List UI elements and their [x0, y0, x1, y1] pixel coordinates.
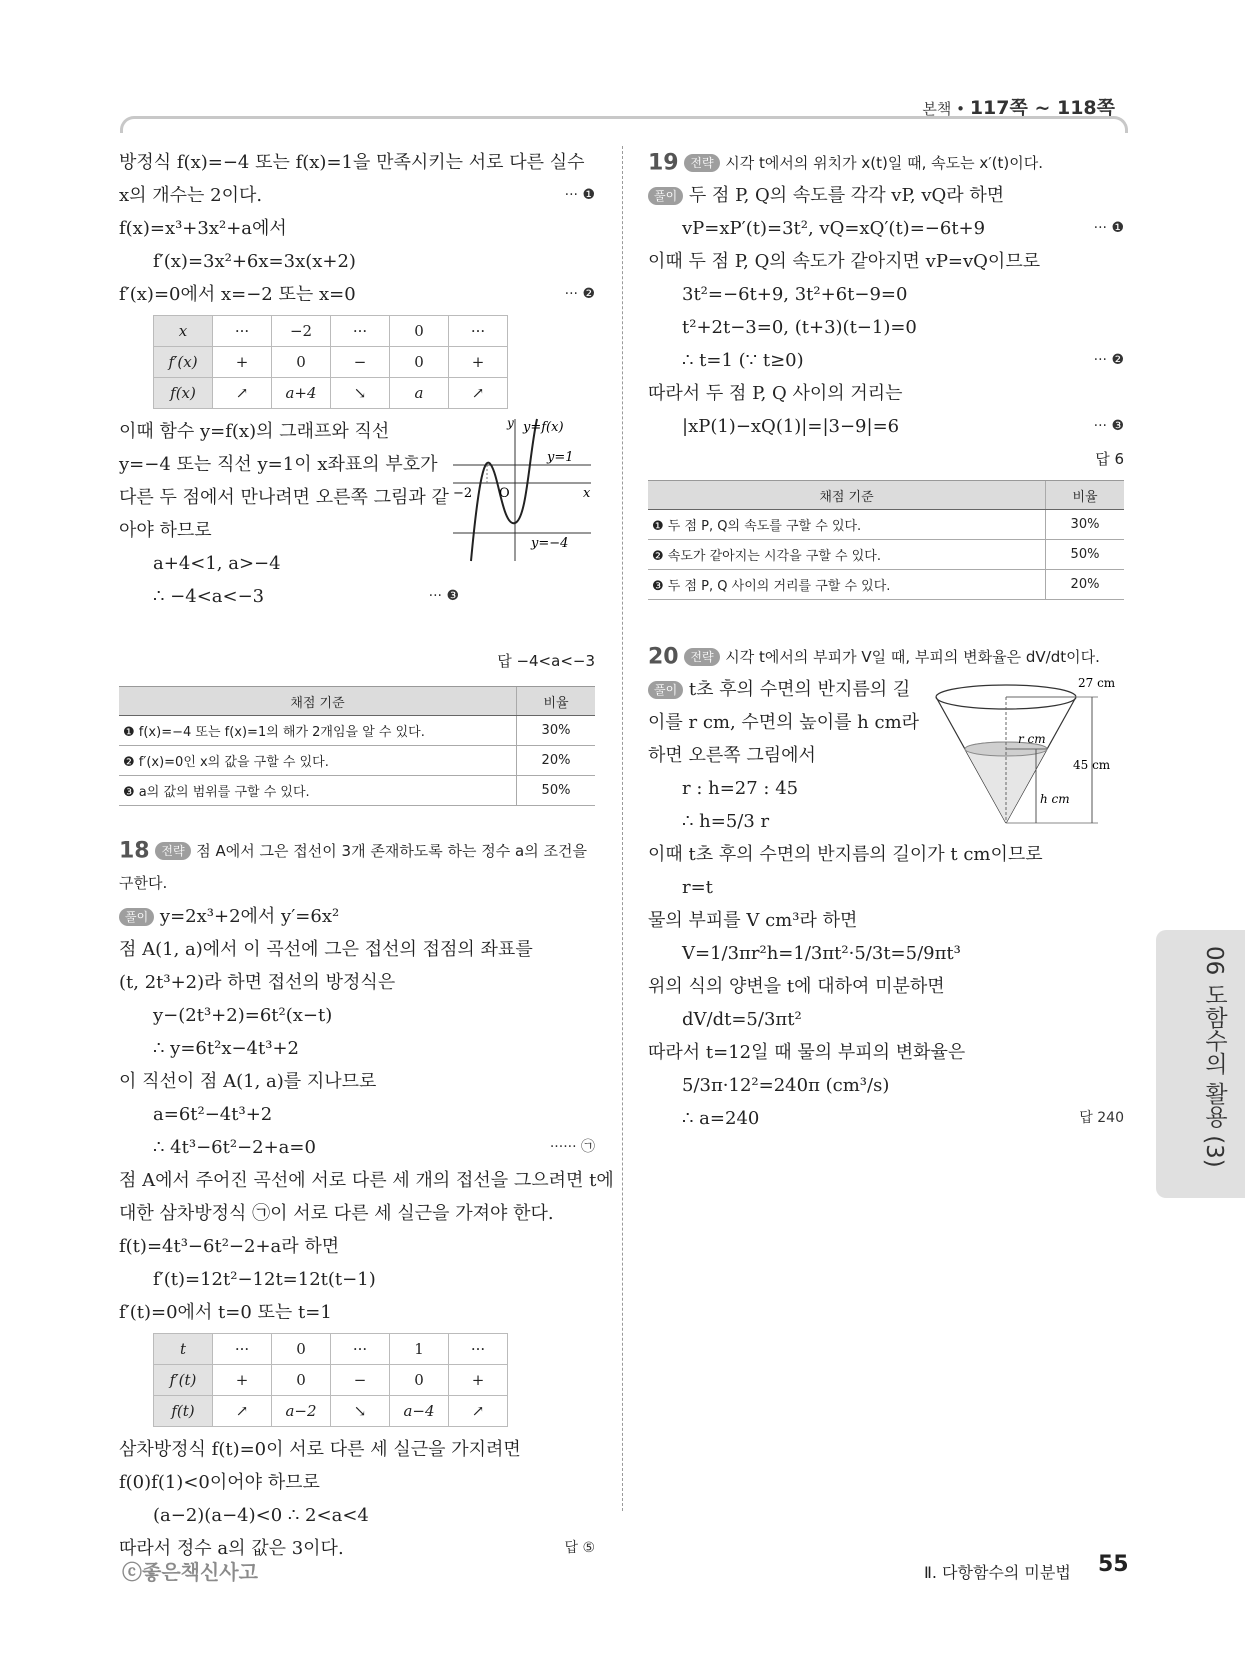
score-criterion: ❸ 두 점 P, Q 사이의 거리를 구할 수 있다.	[648, 570, 1046, 600]
math-line-text: 삼차방정식 f(t)=0이 서로 다른 세 실근을 가지려면	[119, 1439, 521, 1460]
math-line-text: f′(t)=0에서 t=0 또는 t=1	[119, 1302, 332, 1323]
math-line-text: (t, 2t³+2)라 하면 접선의 방정식은	[119, 972, 396, 993]
graph-x-label: x	[583, 486, 591, 501]
math-line	[119, 1466, 595, 1499]
cone-height-label: 45 cm	[1073, 758, 1111, 772]
header-rule	[120, 116, 1128, 133]
math-line	[119, 547, 459, 580]
header-pages: 117쪽 ~ 118쪽	[969, 97, 1115, 119]
math-line	[119, 933, 595, 966]
math-line	[648, 673, 1124, 706]
table-cell: ···	[331, 1334, 390, 1365]
graph-y1-label: y=1	[547, 450, 574, 465]
score-ratio: 30%	[1046, 510, 1125, 540]
math-line	[119, 1230, 595, 1263]
math-line	[648, 410, 1124, 443]
math-line-text: 따라서 t=12일 때 물의 부피의 변화율은	[648, 1042, 966, 1063]
math-line-text: 점 A(1, a)에서 이 곡선에 그은 접선의 접점의 좌표를	[119, 939, 533, 960]
graph-origin-label: O	[499, 486, 510, 501]
q18-end	[119, 1433, 595, 1565]
math-line-text: 대한 삼차방정식 ㉠이 서로 다른 세 실근을 가져야 한다.	[119, 1203, 554, 1224]
score-header-row	[648, 481, 1124, 510]
q19-strategy-line	[648, 146, 1124, 179]
solution-tag: 풀이	[648, 187, 683, 205]
math-line-text: y=−4 또는 직선 y=1이 x좌표의 부호가	[119, 454, 438, 475]
table-cell: ↗	[449, 1396, 508, 1427]
score-row	[648, 540, 1124, 570]
math-line-text: 아야 하므로	[119, 520, 212, 541]
chapter-side-tab-text: 06 도함수의 활용 (3)	[1201, 946, 1227, 1168]
step-marker: ··· ❷	[1093, 352, 1124, 368]
score-ratio: 50%	[1046, 540, 1125, 570]
table-cell: ↗	[213, 1396, 272, 1427]
score-criterion: ❶ 두 점 P, Q의 속도를 구할 수 있다.	[648, 510, 1046, 540]
score-ratio: 30%	[517, 716, 596, 746]
q18-strategy-text: 점 A에서 그은 접선이 3개 존재하도록 하는 정수 a의 조건을	[196, 842, 587, 860]
q20-strategy-line	[648, 640, 1124, 673]
table-cell: ···	[331, 316, 390, 347]
math-line-text: r=t	[682, 877, 713, 898]
math-line-text: t초 후의 수면의 반지름의 길	[688, 679, 911, 700]
math-line	[119, 1032, 595, 1065]
math-line	[119, 900, 595, 933]
math-line	[648, 377, 1124, 410]
math-line-text: 다른 두 점에서 만나려면 오른쪽 그림과 같	[119, 487, 449, 508]
q20-strategy-text: 시각 t에서의 부피가 V일 때, 부피의 변화율은 dV/dt이다.	[725, 648, 1100, 666]
math-line-text: f′(x)=0에서 x=−2 또는 x=0	[119, 284, 356, 305]
q18-strategy-tag: 전략	[155, 842, 190, 860]
step-marker: ······ ㉠	[549, 1139, 595, 1155]
math-line	[648, 706, 1124, 739]
score-criterion: ❶ f(x)=−4 또는 f(x)=1의 해가 2개임을 알 수 있다.	[119, 716, 517, 746]
table-row	[154, 1334, 508, 1365]
math-line-text: V=1/3πr²h=1/3πt²·5/3t=5/9πt³	[682, 943, 961, 964]
table-cell: 0	[390, 1365, 449, 1396]
math-line-text: f(t)=4t³−6t²−2+a라 하면	[119, 1236, 340, 1257]
math-line-text: |xP(1)−xQ(1)|=|3−9|=6	[682, 416, 900, 437]
math-line	[119, 1263, 595, 1296]
step-marker: ··· ❶	[564, 187, 595, 203]
answer-1: 답 −4<a<−3	[497, 652, 595, 670]
table-cell: +	[449, 1365, 508, 1396]
math-line	[119, 212, 595, 245]
table-cell: f(t)	[154, 1396, 213, 1427]
math-line	[119, 1131, 595, 1164]
math-line	[648, 212, 1124, 245]
math-line	[648, 838, 1124, 871]
math-line-text: f(0)f(1)<0이어야 하므로	[119, 1472, 320, 1493]
math-line-text: 5/3π·12²=240π (cm³/s)	[682, 1075, 890, 1096]
score-row	[119, 716, 595, 746]
math-line-text: 이를 r cm, 수면의 높이를 h cm라	[648, 712, 920, 733]
cone-h-label: h cm	[1040, 792, 1070, 806]
right-column	[648, 146, 1124, 1135]
cubic-graph	[451, 415, 597, 565]
math-line	[119, 179, 595, 212]
math-line-text: t²+2t−3=0, (t+3)(t−1)=0	[682, 317, 917, 338]
math-line-text: ∴ t=1 (∵ t≥0)	[682, 350, 804, 371]
math-line	[648, 772, 1124, 805]
math-line	[119, 514, 459, 547]
left-column	[119, 146, 614, 1565]
table-cell: a−2	[272, 1396, 331, 1427]
math-line-text: f′(x)=3x²+6x=3x(x+2)	[153, 251, 356, 272]
graph-y-label: y	[507, 416, 514, 430]
math-line	[119, 580, 459, 613]
score-row	[119, 746, 595, 776]
step-marker: ··· ❷	[564, 286, 595, 302]
table-cell: ···	[449, 316, 508, 347]
math-line-text: 3t²=−6t+9, 3t²+6t−9=0	[682, 284, 908, 305]
math-line	[119, 1197, 595, 1230]
table-cell: t	[154, 1334, 213, 1365]
publisher-logo: ⓒ좋은책신사고	[122, 1560, 258, 1584]
math-line	[648, 871, 1124, 904]
table-cell: 0	[272, 347, 331, 378]
header-book: 본책	[922, 100, 952, 118]
table-cell: +	[213, 347, 272, 378]
answer-19: 답 6	[1095, 450, 1124, 468]
math-line-text: ∴ −4<a<−3	[153, 586, 265, 607]
table-cell: ↘	[331, 378, 390, 409]
table-cell: a−4	[390, 1396, 449, 1427]
step-marker: ··· ❸	[428, 588, 459, 604]
table-cell: 0	[272, 1334, 331, 1365]
table-cell: −	[331, 1365, 390, 1396]
page-number: 55	[1098, 1552, 1129, 1577]
table-cell: ↗	[213, 378, 272, 409]
table-row	[154, 1396, 508, 1427]
math-line-text: (a−2)(a−4)<0 ∴ 2<a<4	[153, 1505, 369, 1526]
math-line-text: 따라서 정수 a의 값은 3이다.	[119, 1538, 344, 1559]
table-row	[154, 1365, 508, 1396]
table-row	[154, 316, 508, 347]
math-line	[119, 448, 459, 481]
math-line	[648, 739, 1124, 772]
score-row	[648, 510, 1124, 540]
math-line	[648, 344, 1124, 377]
cone-top-label: 27 cm	[1078, 676, 1116, 690]
math-line	[119, 966, 595, 999]
table-cell: −	[331, 347, 390, 378]
score-table-1	[119, 686, 595, 806]
math-line-text: f(x)=x³+3x²+a에서	[119, 218, 287, 239]
math-line	[119, 146, 595, 179]
math-line-text: 따라서 두 점 P, Q 사이의 거리는	[648, 383, 903, 404]
graph-fx-label: y=f(x)	[523, 420, 564, 435]
table-row	[154, 347, 508, 378]
step-marker: ··· ❸	[1093, 418, 1124, 434]
left-intro	[119, 146, 595, 311]
table-cell: ↘	[331, 1396, 390, 1427]
math-line-text: y−(2t³+2)=6t²(x−t)	[153, 1005, 333, 1026]
math-line	[119, 1296, 595, 1329]
math-line-text: ∴ 4t³−6t²−2+a=0	[153, 1137, 316, 1158]
sign-table-2	[153, 1333, 508, 1427]
score-ratio: 20%	[517, 746, 596, 776]
table-cell: +	[213, 1365, 272, 1396]
table-cell: 0	[390, 316, 449, 347]
score-header-cell: 채점 기준	[648, 481, 1046, 510]
step-marker: ··· ❶	[1093, 220, 1124, 236]
math-line	[648, 1003, 1124, 1036]
score-criterion: ❸ a의 값의 범위를 구할 수 있다.	[119, 776, 517, 806]
table-cell: f′(t)	[154, 1365, 213, 1396]
math-line-text: r : h=27 : 45	[682, 778, 799, 799]
left-after-graph	[119, 415, 459, 613]
q18-solution	[119, 900, 614, 1329]
math-line	[119, 1065, 595, 1098]
math-line-text: x의 개수는 2이다.	[119, 185, 263, 206]
table-cell: 1	[390, 1334, 449, 1365]
step-marker: 답 ⑤	[564, 1540, 595, 1556]
score-ratio: 50%	[517, 776, 596, 806]
math-line	[648, 970, 1124, 1003]
table-cell: ↗	[449, 378, 508, 409]
math-line	[648, 1036, 1124, 1069]
q18-strategy-text-2: 구한다.	[119, 874, 168, 892]
score-row	[648, 570, 1124, 600]
math-line-text: 방정식 f(x)=−4 또는 f(x)=1을 만족시키는 서로 다른 실수	[119, 152, 585, 173]
q19-number: 19	[648, 150, 679, 176]
math-line	[119, 481, 459, 514]
table-row	[154, 378, 508, 409]
score-row	[119, 776, 595, 806]
math-line-text: a=6t²−4t³+2	[153, 1104, 273, 1125]
math-line	[648, 311, 1124, 344]
step-marker: 답 240	[1079, 1110, 1124, 1126]
solution-tag: 풀이	[119, 908, 154, 926]
math-line	[119, 1433, 595, 1466]
q18-number: 18	[119, 838, 150, 864]
table-cell: f(x)	[154, 378, 213, 409]
math-line-text: y=2x³+2에서 y′=6x²	[159, 906, 340, 927]
math-line-text: ∴ a=240	[682, 1108, 760, 1129]
math-line	[119, 999, 595, 1032]
math-line-text: 이때 두 점 P, Q의 속도가 같아지면 vP=vQ이므로	[648, 251, 1041, 272]
q19-strategy-text: 시각 t에서의 위치가 x(t)일 때, 속도는 x′(t)이다.	[725, 154, 1043, 172]
table-cell: 0	[272, 1365, 331, 1396]
q20-number: 20	[648, 644, 679, 670]
score-ratio: 20%	[1046, 570, 1125, 600]
table-cell: ···	[213, 1334, 272, 1365]
math-line	[648, 1102, 1124, 1135]
math-line	[119, 415, 459, 448]
math-line-text: 이때 t초 후의 수면의 반지름의 길이가 t cm이므로	[648, 844, 1043, 865]
math-line-text: vP=xP′(t)=3t², vQ=xQ′(t)=−6t+9	[682, 218, 986, 239]
footer-chapter: Ⅱ. 다항함수의 미분법	[924, 1563, 1071, 1582]
math-line-text: 두 점 P, Q의 속도를 각각 vP, vQ라 하면	[688, 185, 1005, 206]
math-line	[119, 1098, 595, 1131]
solution-tag: 풀이	[648, 681, 683, 699]
table-cell: a	[390, 378, 449, 409]
math-line-text: f′(t)=12t²−12t=12t(t−1)	[153, 1269, 376, 1290]
q20-strategy-tag: 전략	[684, 648, 719, 666]
math-line-text: 이때 함수 y=f(x)의 그래프와 직선	[119, 421, 390, 442]
q18-strategy-line	[119, 834, 595, 867]
score-header-cell: 비율	[1046, 481, 1125, 510]
math-line	[648, 278, 1124, 311]
math-line-text: a+4<1, a>−4	[153, 553, 281, 574]
graph-ym4-label: y=−4	[531, 536, 569, 551]
q19-strategy-tag: 전략	[684, 154, 719, 172]
table-cell: −2	[272, 316, 331, 347]
q20-block	[648, 673, 1124, 1135]
score-header-row	[119, 687, 595, 716]
math-line-text: dV/dt=5/3πt²	[682, 1009, 802, 1030]
graph-neg2-label: −2	[453, 486, 473, 501]
q20-solution	[648, 673, 1124, 1135]
score-criterion: ❷ f′(x)=0인 x의 값을 구할 수 있다.	[119, 746, 517, 776]
math-line	[119, 245, 595, 278]
math-line	[648, 937, 1124, 970]
math-line	[648, 245, 1124, 278]
math-line-text: 물의 부피를 V cm³라 하면	[648, 910, 858, 931]
score-criterion: ❷ 속도가 같아지는 시각을 구할 수 있다.	[648, 540, 1046, 570]
math-line-text: 점 A에서 주어진 곡선에 서로 다른 세 개의 접선을 그으려면 t에	[119, 1170, 614, 1191]
score-table-2	[648, 480, 1124, 600]
score-header-cell: 채점 기준	[119, 687, 517, 716]
table-cell: +	[449, 347, 508, 378]
math-line	[648, 805, 1124, 838]
table-cell: a+4	[272, 378, 331, 409]
header-bullet: •	[956, 100, 966, 118]
q19-solution	[648, 179, 1124, 443]
math-line	[648, 1069, 1124, 1102]
math-line-text: 위의 식의 양변을 t에 대하여 미분하면	[648, 976, 945, 997]
math-line	[648, 179, 1124, 212]
score-header-cell: 비율	[517, 687, 596, 716]
math-line-text: ∴ y=6t²x−4t³+2	[153, 1038, 299, 1059]
math-line	[648, 904, 1124, 937]
table-cell: ···	[213, 316, 272, 347]
math-line	[119, 1164, 614, 1197]
table-cell: x	[154, 316, 213, 347]
math-line	[119, 278, 595, 311]
column-divider	[622, 146, 623, 1511]
table-cell: f′(x)	[154, 347, 213, 378]
math-line	[119, 1499, 595, 1532]
graph-block	[119, 415, 595, 645]
math-line-text: 이 직선이 점 A(1, a)를 지나므로	[119, 1071, 377, 1092]
table-cell: ···	[449, 1334, 508, 1365]
table-cell: 0	[390, 347, 449, 378]
sign-table-1	[153, 315, 508, 409]
math-line-text: 하면 오른쪽 그림에서	[648, 745, 816, 766]
cone-r-label: r cm	[1018, 732, 1046, 746]
math-line-text: ∴ h=5/3 r	[682, 811, 770, 832]
